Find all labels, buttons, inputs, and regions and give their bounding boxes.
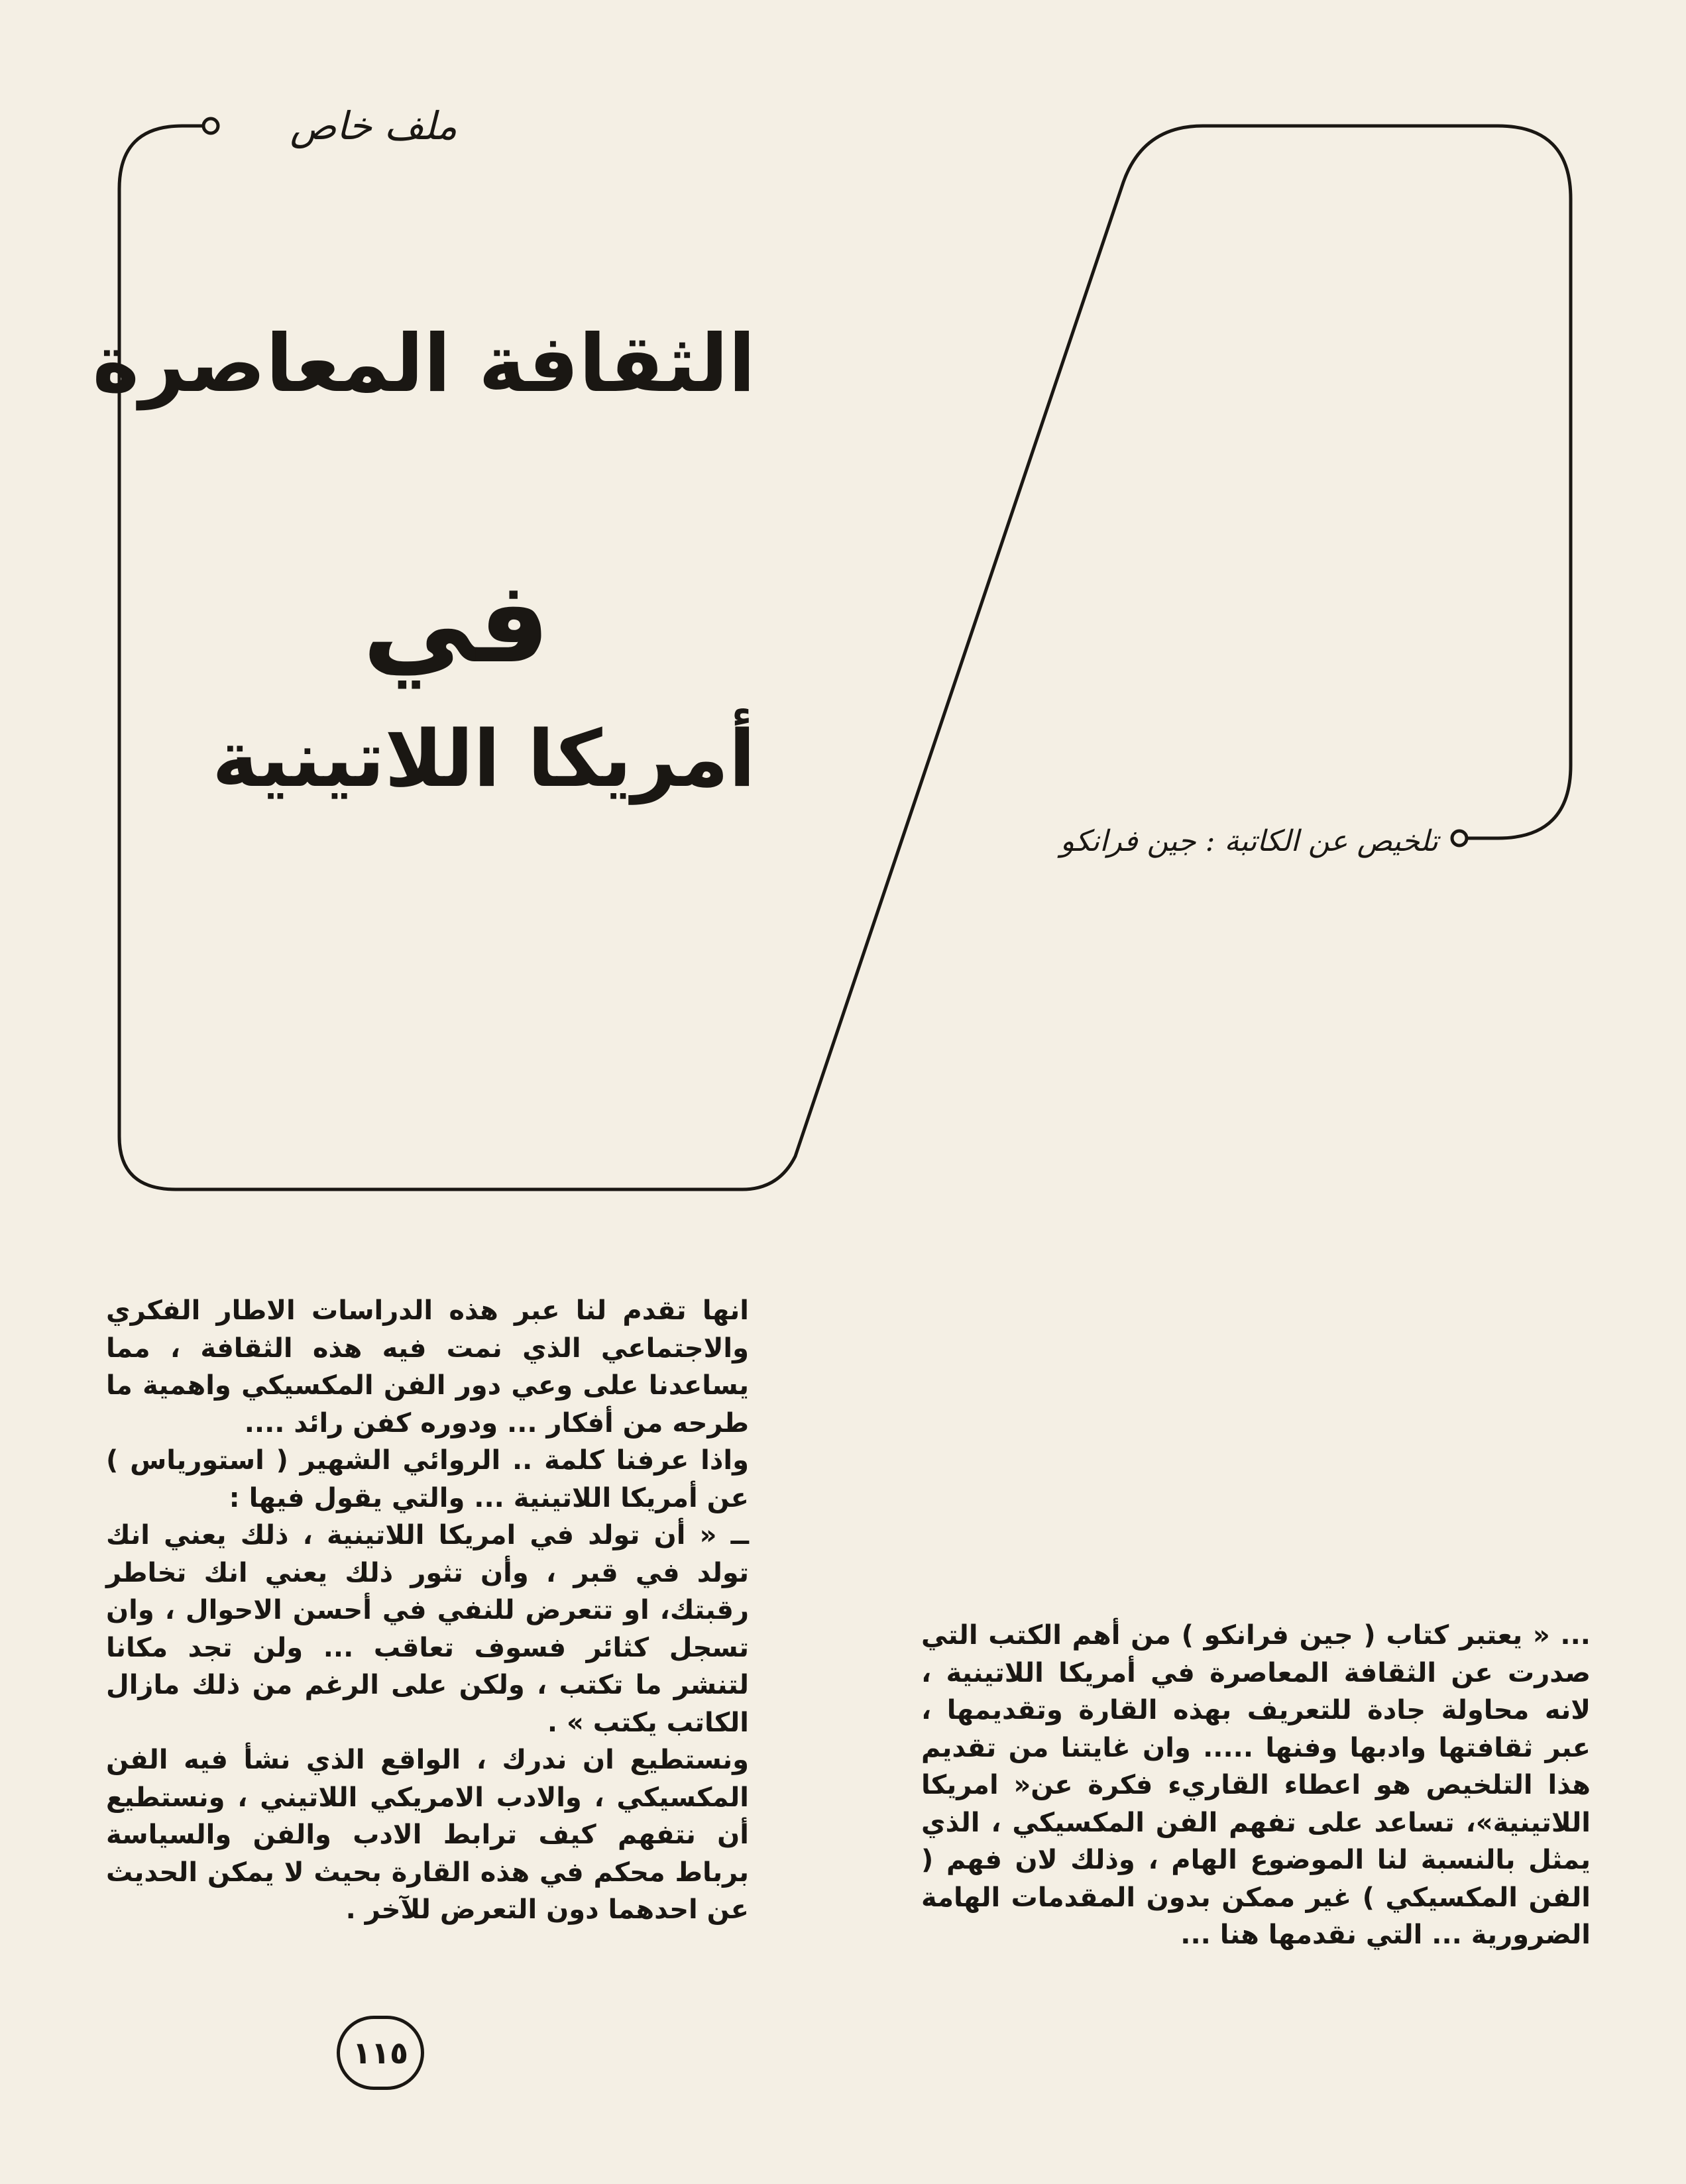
left-paragraph-3: ــ « أن تولد في امريكا اللاتينية ، ذلك يعني انك تولد في قبر ، وأن تثور ذلك يعني انك تخاطر رقبتك، او تتعرض للنفي في أحسن الاحوال ، وان تسجل كثائر فسوف تعاقب ... ولن تجد مكانا لتنشر ما تكتب ، ولكن على الرغم من ذلك مازال الكاتب يكتب » . bbox=[106, 1520, 749, 1738]
title-line-1: الثقافة المعاصرة bbox=[92, 318, 756, 410]
title-line-2: في bbox=[362, 557, 550, 688]
page-number: ١١٥ bbox=[337, 2016, 424, 2090]
title-line-3: أمريكا اللاتينية bbox=[212, 713, 756, 804]
right-column bbox=[921, 1617, 1591, 2001]
left-paragraph-2: واذا عرفنا كلمة .. الروائي الشهير ( استورياس ) عن أمريكا اللاتينية ... والتي يقول فيها : bbox=[106, 1445, 749, 1513]
left-paragraph-4: ونستطيع ان ندرك ، الواقع الذي نشأ فيه الفن المكسيكي ، والادب الامريكي اللاتيني ، ونستطيع أن نتفهم كيف ترابط الادب والفن والسياسة برباط محكم في هذه القارة بحيث لا يمكن الحديث عن احدهما دون التعرض للآخر . bbox=[106, 1745, 749, 1925]
frame-start-dot bbox=[203, 119, 218, 133]
left-paragraph-1: انها تقدم لنا عبر هذه الدراسات الاطار الفكري والاجتماعي الذي نمت فيه هذه الثقافة ، مما يساعدنا على وعي دور الفن المكسيكي واهمية ما طرحه من أفكار ... ودوره كفن رائد .... bbox=[106, 1295, 749, 1439]
section-label: ملف خاص bbox=[290, 103, 457, 148]
author-credit: تلخيص عن الكاتبة : جين فرانكو bbox=[1060, 824, 1438, 858]
left-column bbox=[106, 1292, 749, 1961]
frame-end-dot bbox=[1452, 831, 1467, 846]
right-paragraph-1: ... « يعتبر كتاب ( جين فرانكو ) من أهم الكتب التي صدرت عن الثقافة المعاصرة في أمريكا اللاتينية ، لانه محاولة جادة للتعريف بهذه القارة وتقديمها ، عبر ثقافتها وادبها وفنها ..... وان غايتنا من تقديم هذا التلخيص هو اعطاء القاريء فكرة عن« امريكا اللاتينية»، تساعد على تفهم الفن المكسيكي ، الذي يمثل بالنسبة لنا الموضوع الهام ، وذلك لان فهم ( الفن المكسيكي ) غير ممكن بدون المقدمات الهامة الضرورية ... التي نقدمها هنا ... bbox=[921, 1620, 1591, 1950]
